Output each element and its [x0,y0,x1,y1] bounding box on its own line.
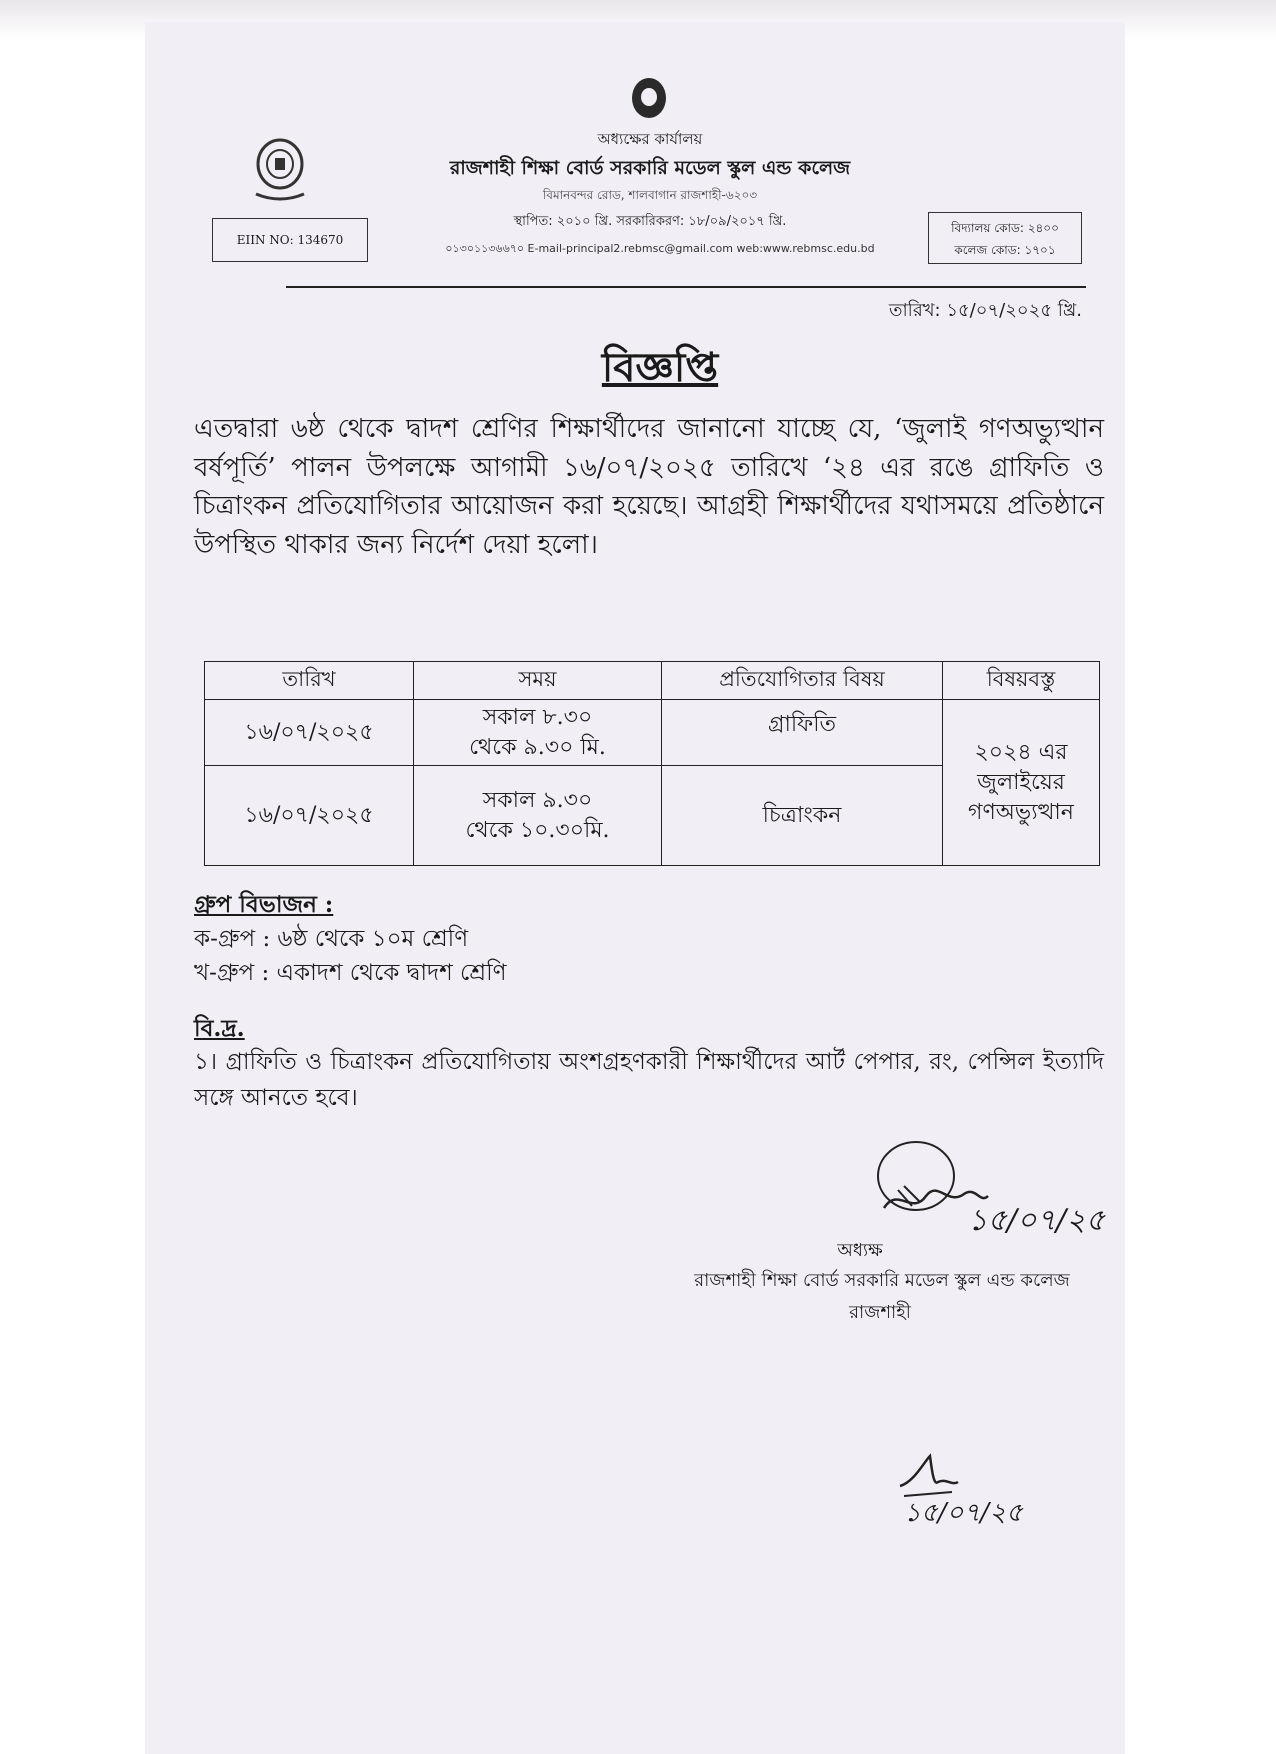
notice-date: তারিখ: ১৫/০৭/২০২৫ খ্রি. [888,300,1082,321]
header-subject: প্রতিযোগিতার বিষয় [662,662,943,700]
notice-title: বিজ্ঞপ্তি [601,344,719,391]
eiin-number: EIIN NO: 134670 [236,233,344,247]
row2-time-end: থেকে ১০.৩০মি. [465,817,610,843]
row1-date: ১৬/০৭/২০২৫ [205,700,414,766]
government-emblem-icon [632,78,666,118]
notice-body: এতদ্বারা ৬ষ্ঠ থেকে দ্বাদশ শ্রেণির শিক্ষার্থীদের জানানো যাচ্ছে যে, ‘জুলাই গণঅভ্যুত্থান বর্ষপূর্তি’ পালন উপলক্ষে আগামী ১৬/০৭/২০২৫ তারিখে ‘২৪ এর রঙে গ্রাফিতি ও চিত্রাংকন প্রতিযোগিতার আয়োজন করা হয়েছে। আগ্রহী শিক্ষার্থীদের যথাসময়ে প্রতিষ্ঠানে উপস্থিত থাকার জন্য নির্দেশ দেয়া হলো। [194,414,1104,560]
institution-seal-icon [248,134,312,204]
note-text: ১। গ্রাফিতি ও চিত্রাংকন প্রতিযোগিতায় অংশগ্রহণকারী শিক্ষার্থীদের আর্ট পেপার, রং, পেন্সিল ইত্যাদি সঙ্গে আনতে হবে। [194,1049,1104,1111]
table-row [205,700,1100,766]
institution-name: রাজশাহী শিক্ষা বোর্ড সরকারি মডেল স্কুল এন্ড কলেজ [449,157,851,179]
row1-time-start: সকাল ৮.৩০ [482,704,593,730]
signature-city: রাজশাহী [849,1302,911,1323]
contact-info: ০১৩০১১৩৬৬৭০ E-mail-principal2.rebmsc@gmail.com web:www.rebmsc.edu.bd [445,242,875,255]
content-cell [943,700,1100,866]
code-box [928,212,1082,264]
established-info: স্থাপিত: ২০১০ খ্রি. সরকারিকরণ: ১৮/০৯/২০১৭ খ্রি. [513,214,787,229]
note-heading: বি.দ্র. [194,1015,245,1042]
row2-subject: চিত্রাংকন [662,766,943,866]
office-name: অধ্যক্ষের কার্যালয় [597,130,703,148]
signature-date: ১৫/০৭/২৫ [968,1203,1106,1238]
college-code: কলেজ কোড: ১৭০১ [954,243,1056,257]
header-date: তারিখ [205,662,414,700]
row2-time [414,766,662,866]
table-header-row [205,662,1100,700]
row1-time [414,700,662,766]
header-content: বিষয়বস্তু [943,662,1100,700]
row2-time-start: সকাল ৯.৩০ [482,787,593,813]
content-line-2: জুলাইয়ের [977,769,1065,795]
groups-heading: গ্রুপ বিভাজন : [194,891,334,918]
content-line-3: গণঅভ্যুত্থান [968,799,1074,825]
header-divider [286,286,1086,288]
content-line-1: ২০২৪ এর [974,739,1068,765]
eiin-box [212,218,368,262]
row2-date: ১৬/০৭/২০২৫ [205,766,414,866]
row1-time-end: থেকে ৯.৩০ মি. [469,734,606,760]
header-time: সময় [414,662,662,700]
schedule-table [204,661,1100,866]
second-handwritten-date: ১৫/০৭/২৫ [904,1498,1023,1528]
group-a: ক-গ্রুপ : ৬ষ্ঠ থেকে ১০ম শ্রেণি [194,926,469,952]
group-b: খ-গ্রুপ : একাদশ থেকে দ্বাদশ শ্রেণি [194,960,507,986]
institution-address: বিমানবন্দর রোড, শালবাগান রাজশাহী-৬২০৩ [542,188,758,202]
signature-designation: অধ্যক্ষ [837,1240,883,1261]
school-code: বিদ্যালয় কোড: ২৪০০ [951,221,1059,235]
signature-institution: রাজশাহী শিক্ষা বোর্ড সরকারি মডেল স্কুল এন্ড কলেজ [694,1270,1070,1291]
row1-subject: গ্রাফিতি [662,700,943,766]
